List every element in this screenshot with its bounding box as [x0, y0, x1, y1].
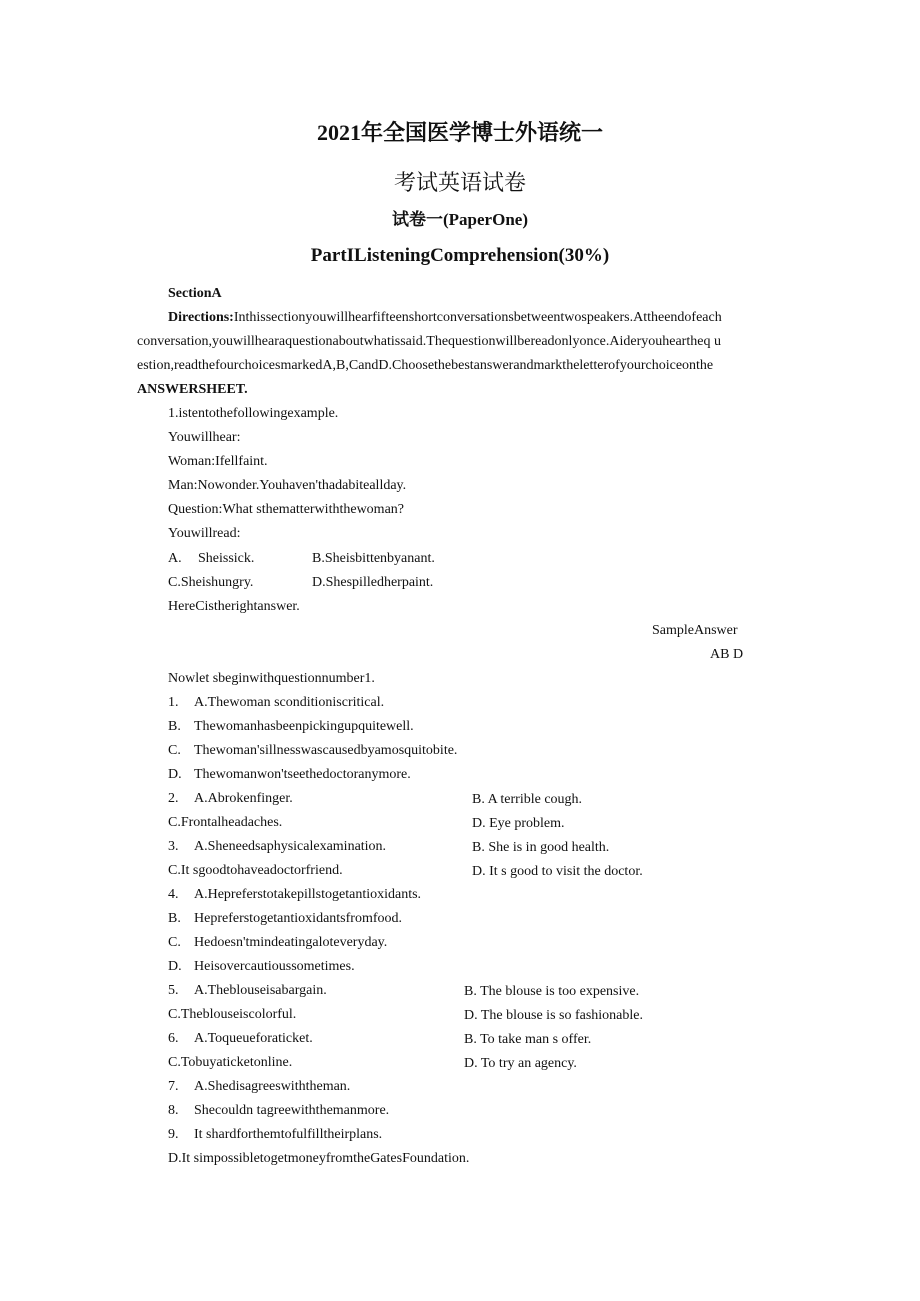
- q6-option-c: C.Tobuyaticketonline.: [168, 1055, 293, 1070]
- option-text: A.Hepreferstotakepillstogetantioxidants.: [194, 887, 422, 902]
- example-answer-note: HereCistherightanswer.: [168, 599, 300, 614]
- directions-line1: [168, 309, 722, 327]
- q6-option-d: D. To try an agency.: [464, 1056, 577, 1071]
- question-number: 6.: [168, 1031, 179, 1046]
- directions-line2: conversation,youwillhearaquestionaboutwhatissaid.Thequestionwillbereadonlyonce.Aideryouheartheq u: [137, 334, 721, 349]
- option-text: Shecouldn tagreewiththemanmore.: [194, 1103, 390, 1118]
- q5-option-b: B. The blouse is too expensive.: [464, 984, 640, 999]
- option-text: A.Abrokenfinger.: [194, 791, 293, 806]
- question-number: 7.: [168, 1079, 179, 1094]
- q2-option-a: [168, 790, 293, 808]
- option-text: Thewomanwon'tseethedoctoranymore.: [194, 767, 411, 782]
- option-letter: B.: [168, 719, 181, 734]
- paper-label: 试卷一(PaperOne): [392, 210, 528, 229]
- example-intro: 1.istentothefollowingexample.: [168, 406, 339, 421]
- directions-text-1: Inthissectionyouwillhearfifteenshortconversationsbetweentwospeakers.Attheendofeach: [233, 310, 722, 325]
- example-woman: Woman:Ifellfaint.: [168, 454, 268, 469]
- q2-option-c: C.Frontalheadaches.: [168, 815, 283, 830]
- q2-option-d: D. Eye problem.: [472, 816, 565, 831]
- q1-option-a: [168, 694, 384, 712]
- q9-line: [168, 1126, 382, 1144]
- example-question: Question:What sthematterwiththewoman?: [168, 502, 404, 517]
- question-number: 8.: [168, 1103, 179, 1118]
- q7-option-a: [168, 1078, 350, 1096]
- q4-option-a: [168, 886, 421, 904]
- question-number: 5.: [168, 983, 179, 998]
- option-letter: B.: [168, 911, 181, 926]
- directions-label: Directions:: [168, 310, 234, 325]
- option-letter: C.: [168, 935, 181, 950]
- q6-option-a: [168, 1030, 313, 1048]
- q5-option-d: D. The blouse is so fashionable.: [464, 1008, 643, 1023]
- q6-option-b: B. To take man s offer.: [464, 1032, 592, 1047]
- option-text: Heisovercautioussometimes.: [194, 959, 355, 974]
- q1-option-b: [168, 718, 414, 736]
- option-text: It shardforthemtofulfilltheirplans.: [194, 1127, 383, 1142]
- question-number: 3.: [168, 839, 179, 854]
- example-man: Man:Nowonder.Youhaven'thadabiteallday.: [168, 478, 407, 493]
- example-option-d: D.Shespilledherpaint.: [312, 575, 434, 590]
- q3-option-c: C.It sgoodtohaveadoctorfriend.: [168, 863, 343, 878]
- example-option-c: C.Sheishungry.: [168, 575, 254, 590]
- q3-option-b: B. She is in good health.: [472, 840, 610, 855]
- option-text: A.Thewoman sconditioniscritical.: [194, 695, 385, 710]
- option-text: A.Toqueueforaticket.: [194, 1031, 313, 1046]
- option-letter: D.: [168, 767, 182, 782]
- option-text: Thewomanhasbeenpickingupquitewell.: [194, 719, 414, 734]
- example-hear: Youwillhear:: [168, 430, 241, 445]
- question-number: 1.: [168, 695, 179, 710]
- option-text: Hepreferstogetantioxidantsfromfood.: [194, 911, 402, 926]
- exam-title-line2: 考试英语试卷: [393, 170, 526, 195]
- part-heading: PartIListeningComprehension(30%): [310, 245, 610, 266]
- option-text: A.Shedisagreeswiththeman.: [194, 1079, 351, 1094]
- q4-option-b: [168, 910, 402, 928]
- q3-option-d: D. It s good to visit the doctor.: [472, 864, 643, 879]
- q9-option-d: D.It simpossibletogetmoneyfromtheGatesFoundation.: [168, 1151, 470, 1166]
- question-number: 2.: [168, 791, 179, 806]
- option-letter: D.: [168, 959, 182, 974]
- example-option-a: [168, 550, 254, 568]
- option-text: Thewoman'sillnesswascausedbyamosquitobite.: [194, 743, 458, 758]
- example-option-b: B.Sheisbittenbyanant.: [312, 551, 435, 566]
- q1-option-d: [168, 766, 411, 784]
- q3-option-a: [168, 838, 386, 856]
- q4-option-d: [168, 958, 355, 976]
- option-text: A.Theblouseisabargain.: [194, 983, 327, 998]
- option-text: Hedoesn'tmindeatingaloteveryday.: [194, 935, 388, 950]
- sample-answer-label: SampleAnswer: [652, 623, 738, 638]
- q4-option-c: [168, 934, 387, 952]
- option-letter: C.: [168, 743, 181, 758]
- q5-option-a: [168, 982, 327, 1000]
- option-text: A.Sheneedsaphysicalexamination.: [194, 839, 387, 854]
- exam-title-line1: 2021年全国医学博士外语统一: [316, 120, 603, 145]
- begin-instruction: Nowlet sbeginwithquestionnumber1.: [168, 671, 375, 686]
- section-heading: SectionA: [168, 286, 222, 301]
- q1-option-c: [168, 742, 457, 760]
- question-number: 9.: [168, 1127, 179, 1142]
- q5-option-c: C.Theblouseiscolorful.: [168, 1007, 297, 1022]
- option-letter: A.: [168, 551, 182, 566]
- q2-option-b: B. A terrible cough.: [472, 792, 583, 807]
- q8-line: [168, 1102, 389, 1120]
- sample-answer-marks: AB D: [710, 647, 744, 662]
- example-read: Youwillread:: [168, 526, 241, 541]
- directions-line4: ANSWERSHEET.: [137, 382, 248, 397]
- directions-line3: estion,readthefourchoicesmarkedA,B,CandD.Choosethebestanswerandmarktheletterofyourchoiceonthe: [137, 358, 714, 373]
- option-text: Sheissick.: [198, 551, 255, 566]
- question-number: 4.: [168, 887, 179, 902]
